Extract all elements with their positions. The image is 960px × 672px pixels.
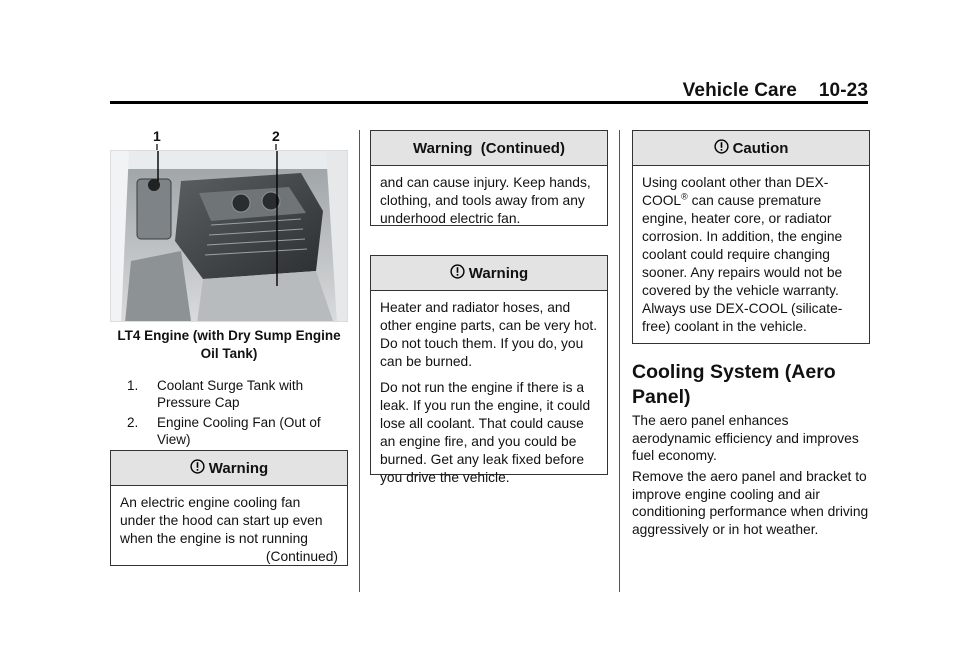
legend-text: Engine Cooling Fan (Out of View) [157, 415, 321, 447]
continued-label: (Continued) [265, 549, 338, 564]
warning-icon [190, 459, 205, 478]
warning-continued-text: and can cause injury. Keep hands, clothing, and tools away from any underhood electric fan. [380, 175, 591, 226]
warning-paragraph-1: Heater and radiator hoses, and other engine parts, can be very hot. Do not touch them. If you do, you can be burned. [380, 300, 598, 369]
engine-photo [110, 150, 348, 322]
header-rule [110, 101, 868, 104]
warning-paragraph-2: Do not run the engine if there is a leak. If you run the engine, it could lose all coolant. That could cause an engine fire, and you could be burned. Get any leak fixed before you drive the vehicle. [380, 380, 591, 485]
warning-header [111, 451, 347, 486]
warning-icon [450, 264, 465, 283]
section-name: Vehicle Care [682, 80, 797, 101]
caution-header [633, 131, 869, 166]
caution-text-end: can cause premature engine, heater core, or radiator corrosion. In addition, the engine coolant could require changing sooner. Any repairs would not be covered by the vehicle warranty. Always use DEX-COOL (silicate-free) coolant in the vehicle. [642, 193, 843, 334]
running-head [683, 80, 868, 102]
warning-continued-body [371, 166, 607, 236]
caution-text [642, 174, 860, 336]
figure-callouts [110, 128, 348, 150]
section-paragraph-1 [632, 412, 870, 465]
legend-text: Coolant Surge Tank with Pressure Cap [157, 378, 304, 410]
section-heading: Cooling System (Aero Panel) [632, 361, 836, 408]
figure-caption: LT4 Engine (with Dry Sump Engine Oil Tank) [117, 328, 341, 361]
warning-header [371, 256, 607, 291]
figure-legend [110, 377, 348, 448]
legend-number: 2. [127, 415, 139, 430]
caution-text-start: Using coolant other than DEX-COOL [642, 175, 829, 208]
caution-title: Caution [732, 139, 789, 157]
warning-title: Warning [468, 264, 529, 282]
caution-icon [714, 139, 729, 158]
registered-mark: ® [681, 191, 688, 202]
warning-continued-header [371, 131, 607, 166]
legend-item [110, 414, 348, 448]
paragraph-text: The aero panel enhances aerodynamic efficiency and improves fuel economy. [632, 413, 859, 463]
legend-item [110, 377, 348, 411]
paragraph-text: Remove the aero panel and bracket to improve engine cooling and air conditioning performance when driving aggressively or in hot weather. [632, 469, 869, 537]
warning-box-fan [110, 450, 348, 566]
column-1 [110, 128, 348, 451]
warning-title: Warning [208, 459, 269, 477]
callout-2: 2 [272, 128, 280, 144]
column-divider-2 [619, 130, 620, 592]
caution-box [632, 130, 870, 344]
warning-box-continued [370, 130, 608, 226]
warning-text: An electric engine cooling fan under the hood can start up even when the engine is not running [120, 495, 323, 546]
warning-body [111, 486, 347, 574]
warning-body [371, 291, 607, 495]
warning-box-hoses [370, 255, 608, 485]
callout-leaders-top [110, 128, 348, 150]
section-paragraph-2 [632, 468, 870, 538]
engine-illustration [111, 151, 348, 322]
column-divider-1 [359, 130, 360, 592]
callout-1: 1 [153, 128, 161, 144]
legend-number: 1. [127, 378, 139, 393]
caution-body [633, 166, 869, 344]
page-number: 10-23 [818, 80, 868, 101]
warning-continued-title: Warning (Continued) [413, 139, 565, 157]
